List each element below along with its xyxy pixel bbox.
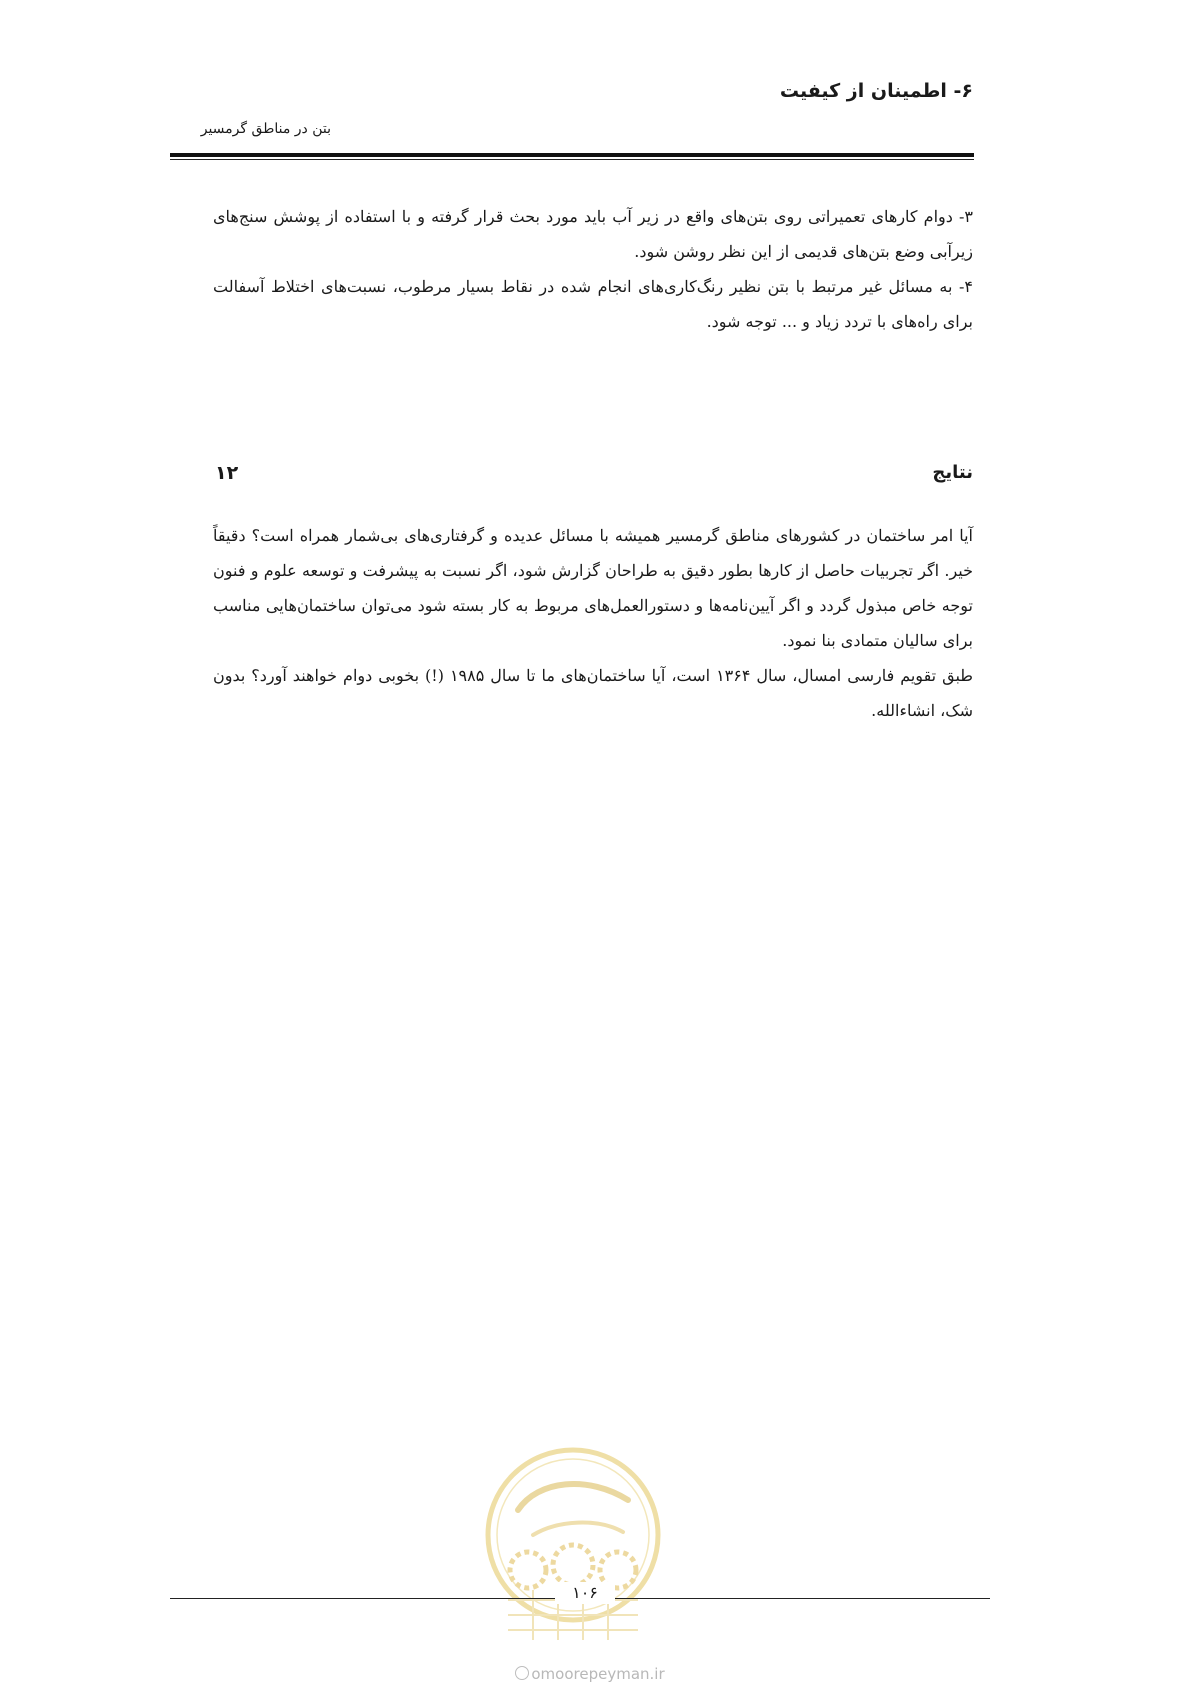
- watermark-url: [470, 1665, 710, 1683]
- header-rule-thick: [170, 153, 974, 157]
- watermark-seal-icon: [478, 1440, 668, 1650]
- header-rule-thin: [170, 159, 974, 160]
- page-number: ۱۰۶: [555, 1582, 615, 1604]
- running-head: بتن در مناطق گرمسیر: [200, 121, 331, 137]
- list-item: ۴- به مسائل غیر مرتبط با بتن نظیر رنگ‌کاری‌های انجام شده در نقاط بسیار مرطوب، نسبت‌های اختلاط آسفالت برای راه‌های با تردد زیاد و ... توجه شود.: [213, 277, 973, 331]
- intro-items: [213, 199, 973, 339]
- body-paragraph: طبق تقویم فارسی امسال، سال ۱۳۶۴ است، آیا ساختمان‌های ما تا سال ۱۹۸۵ (!) بخوبی دوام خواهند آورد؟ بدون شک، انشاءالله.: [213, 666, 974, 720]
- globe-icon: [515, 1666, 529, 1680]
- section-heading: [215, 462, 973, 492]
- conclusion-body: [213, 518, 973, 728]
- section-number: ۱۲: [215, 462, 239, 484]
- body-paragraph: آیا امر ساختمان در کشورهای مناطق گرمسیر همیشه با مسائل عدیده و گرفتاری‌های بی‌شمار همراه است؟ دقیقاً خیر. اگر تجربیات حاصل از کارها بطور دقیق به طراحان گزارش شود، اگر نسبت به پیشرفت و توسعه علوم و فنون توجه خاص مبذول گردد و اگر آیین‌نامه‌ها و دستورالعمل‌های مربوط به کار بسته شود می‌توان ساختمان‌هایی مناسب برای سالیان متمادی بنا نمود.: [213, 526, 973, 650]
- chapter-title: ۶- اطمینان از کیفیت: [779, 80, 973, 102]
- watermark-url-text: omoorepeyman.ir: [531, 1665, 665, 1683]
- list-item: ۳- دوام کارهای تعمیراتی روی بتن‌های واقع در زیر آب باید مورد بحث قرار گرفته و با استفاده از پوشش سنج‌های زیرآبی وضع بتن‌های قدیمی از این نظر روشن شود.: [213, 207, 973, 261]
- section-title: نتایج: [932, 462, 973, 483]
